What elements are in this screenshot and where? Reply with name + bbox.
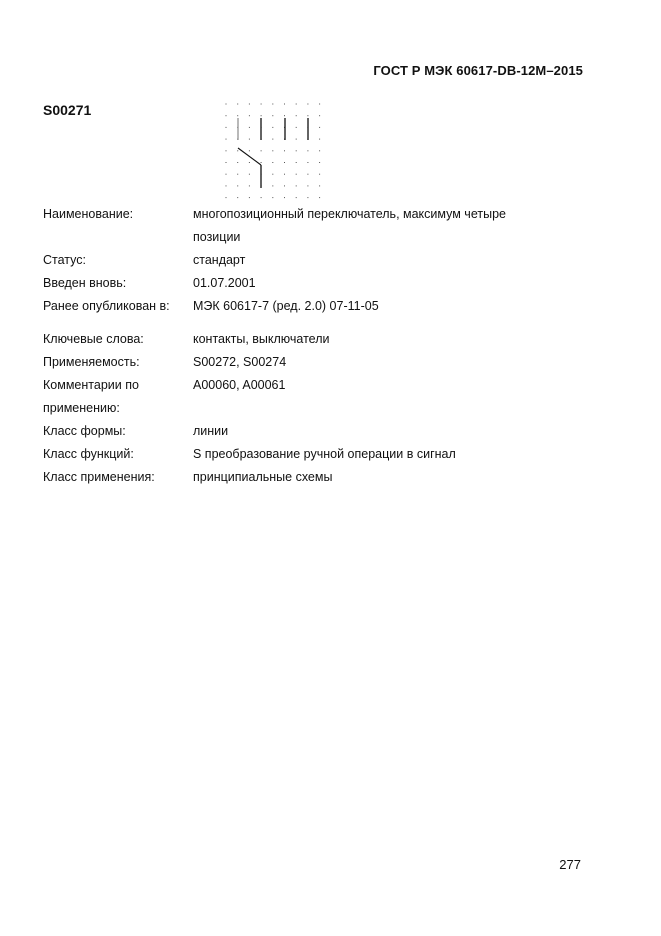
field-value: A00060, A00061	[193, 378, 286, 392]
field-label: Наименование:	[43, 207, 134, 221]
field-value-line: позиции	[193, 230, 241, 244]
field-label: Введен вновь:	[43, 276, 127, 290]
field-label	[43, 374, 193, 420]
field-value-line: многопозиционный переключатель, максимум четыре	[193, 207, 506, 221]
field-application-notes	[43, 374, 603, 420]
field-status	[43, 249, 603, 272]
symbol-fields	[43, 203, 603, 489]
field-label: Класс применения:	[43, 470, 155, 484]
symbol-figure	[218, 98, 330, 204]
field-introduced	[43, 272, 603, 295]
field-label-line: Комментарии по	[43, 378, 139, 392]
field-label-line: применению:	[43, 401, 120, 415]
field-label: Статус:	[43, 253, 86, 267]
field-previously-published	[43, 295, 603, 318]
field-shape-class	[43, 420, 603, 443]
field-label: Применяемость:	[43, 355, 140, 369]
field-name	[43, 203, 603, 249]
field-applicability	[43, 351, 603, 374]
field-value	[193, 203, 603, 249]
field-value: S00272, S00274	[193, 355, 287, 369]
field-keywords	[43, 328, 603, 351]
symbol-id: S00271	[43, 102, 92, 118]
field-value: 01.07.2001	[193, 276, 256, 290]
field-value: S преобразование ручной операции в сигнал	[193, 447, 456, 461]
field-value: принципиальные схемы	[193, 470, 333, 484]
field-application-class	[43, 466, 603, 489]
field-function-class	[43, 443, 603, 466]
field-label: Класс формы:	[43, 424, 126, 438]
field-value: линии	[193, 424, 229, 438]
field-value: стандарт	[193, 253, 246, 267]
field-label: Ранее опубликован в:	[43, 299, 170, 313]
field-value: контакты, выключатели	[193, 332, 330, 346]
field-value: МЭК 60617-7 (ред. 2.0) 07-11-05	[193, 299, 379, 313]
field-label: Ключевые слова:	[43, 332, 144, 346]
page-number: 277	[559, 857, 581, 872]
field-label: Класс функций:	[43, 447, 134, 461]
multi-position-switch-icon	[218, 98, 330, 204]
standard-title: ГОСТ Р МЭК 60617-DB-12M–2015	[373, 63, 583, 78]
